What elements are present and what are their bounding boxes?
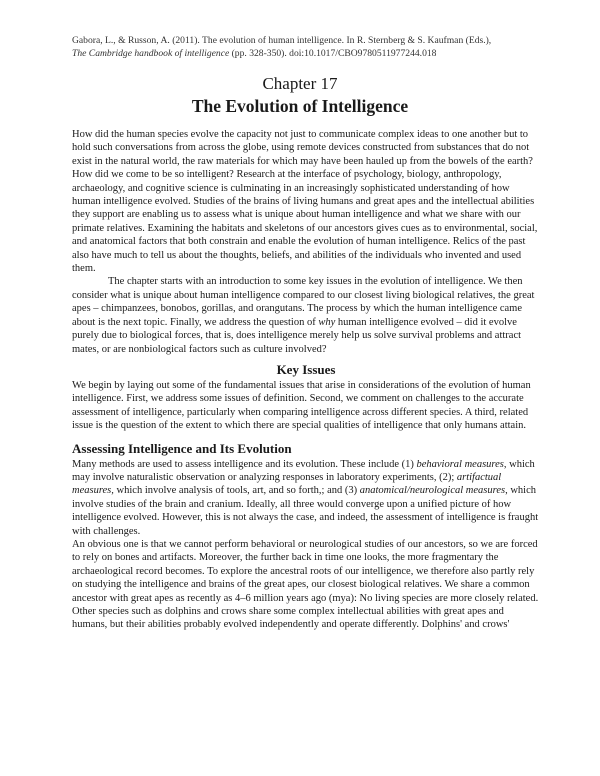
citation-line-1: Gabora, L., & Russon, A. (2011). The evolution of human intelligence. In R. Sternberg & S. Kaufman (Eds.),	[72, 35, 492, 46]
body-text	[72, 128, 540, 632]
chapter-title: The Evolution of Intelligence	[191, 96, 409, 116]
intro-p2-part-a: The chapter starts with an introduction to some key issues in the evolution of intelligence. We then consider what is unique about human intelligence compared to our closest living biological relatives, the great apes – chimpanzees, bonobos, gorillas, and orangutans. The process by which the human intelligence came about is the next topic. Finally, we address the question of	[72, 276, 535, 328]
assessing-paragraph-2: An obvious one is that we cannot perform behavioral or neurological studies of our ancestors, so we are forced to rely on bones and artifacts. Moreover, the further back in time one looks, the more fragmentary the archaeological record becomes. To explore the ancestral roots of our intelligence, we therefore also partly rely on studying the intelligence and brains of the great apes, our closest biological relatives. We share a common ancestor with great apes as recently as 4–6 million years ago (mya): No living species are more closely related. Other species such as dolphins and crows share some complex intellectual abilities with great apes and humans, but their abilities probably evolved independently and operate differently. Dolphins' and crows'	[72, 538, 539, 631]
assessing-p1-em-1: behavioral measures	[416, 458, 504, 470]
intro-paragraph-1: How did the human species evolve the capacity not just to communicate complex ideas to one another but to hold such conversations from across the globe, using remote devices constructed from substances that do not exist in the natural world, the raw materials for which may have been hauled up from the bowels of the earth? How did we come to be so intelligent? Research at the interface of psychology, biology, anthropology, archaeology, and cognitive science is culminating in an increasingly sophisticated understanding of how human intelligence evolved. Studies of the brains of living humans and great apes and the intellectual abilities they support are enabling us to assess what is unique about human intelligence and what we share with our primate relatives. Examining the habitats and skeletons of our ancestors gives cues as to environmental, social, and anatomical factors that both constrain and enable the evolution of human intelligence. Relics of the past also have much to tell us about the thoughts, beliefs, and abilities of the individuals who invented and used them.	[72, 129, 538, 275]
assessing-p1-em-2: artifactual measures,	[72, 471, 502, 497]
assessing-p1-part-c: which involve analysis of tools, art, and so forth,; and (3)	[113, 485, 360, 497]
assessing-p1-part-a: Many methods are used to assess intelligence and its evolution. These include (1)	[72, 458, 417, 470]
chapter-heading	[0, 74, 600, 117]
section-heading-key-issues: Key Issues	[276, 361, 336, 377]
citation-line-2	[72, 47, 542, 60]
assessing-p1-part-d: , which involve studies of the brain and cranium. Ideally, all three would converge upon a unified picture of how intelligence evolved. However, this is not always the case, and indeed, the assessment of intelligence is fraught with challenges.	[72, 485, 539, 537]
key-issues-paragraph: We begin by laying out some of the fundamental issues that arise in considerations of the evolution of human intelligence. First, we address some issues of definition. Second, we comment on challenges to the accurate assessment of intelligence, particularly when comparing intelligence across different species. A third, related issue is the question of the extent to which there are special qualities of intelligence that only humans attain.	[72, 379, 531, 432]
intro-paragraph-2	[72, 275, 540, 355]
citation-book-title: The Cambridge handbook of intelligence	[72, 48, 230, 59]
subsection-heading-assessing: Assessing Intelligence and Its Evolution	[72, 440, 292, 456]
chapter-number: Chapter 17	[262, 74, 338, 93]
assessing-p1-part-b: , which may involve naturalistic observation or analyzing responses in laboratory experiments, (2);	[72, 458, 535, 483]
assessing-p1-em-3: anatomical/neurological measures	[359, 485, 506, 497]
assessing-paragraph-1	[72, 458, 540, 538]
citation-header	[72, 34, 542, 60]
citation-pages-doi: (pp. 328-350). doi:10.1017/CBO9780511977244.018	[229, 48, 437, 59]
intro-p2-emphasis: why	[318, 316, 336, 328]
intro-p2-part-b: human intelligence evolved – did it evolve purely due to biological forces, that is, does intelligence merely help us solve survival problems and attract mates, or are nonbiological factors such as culture involved?	[72, 316, 522, 355]
